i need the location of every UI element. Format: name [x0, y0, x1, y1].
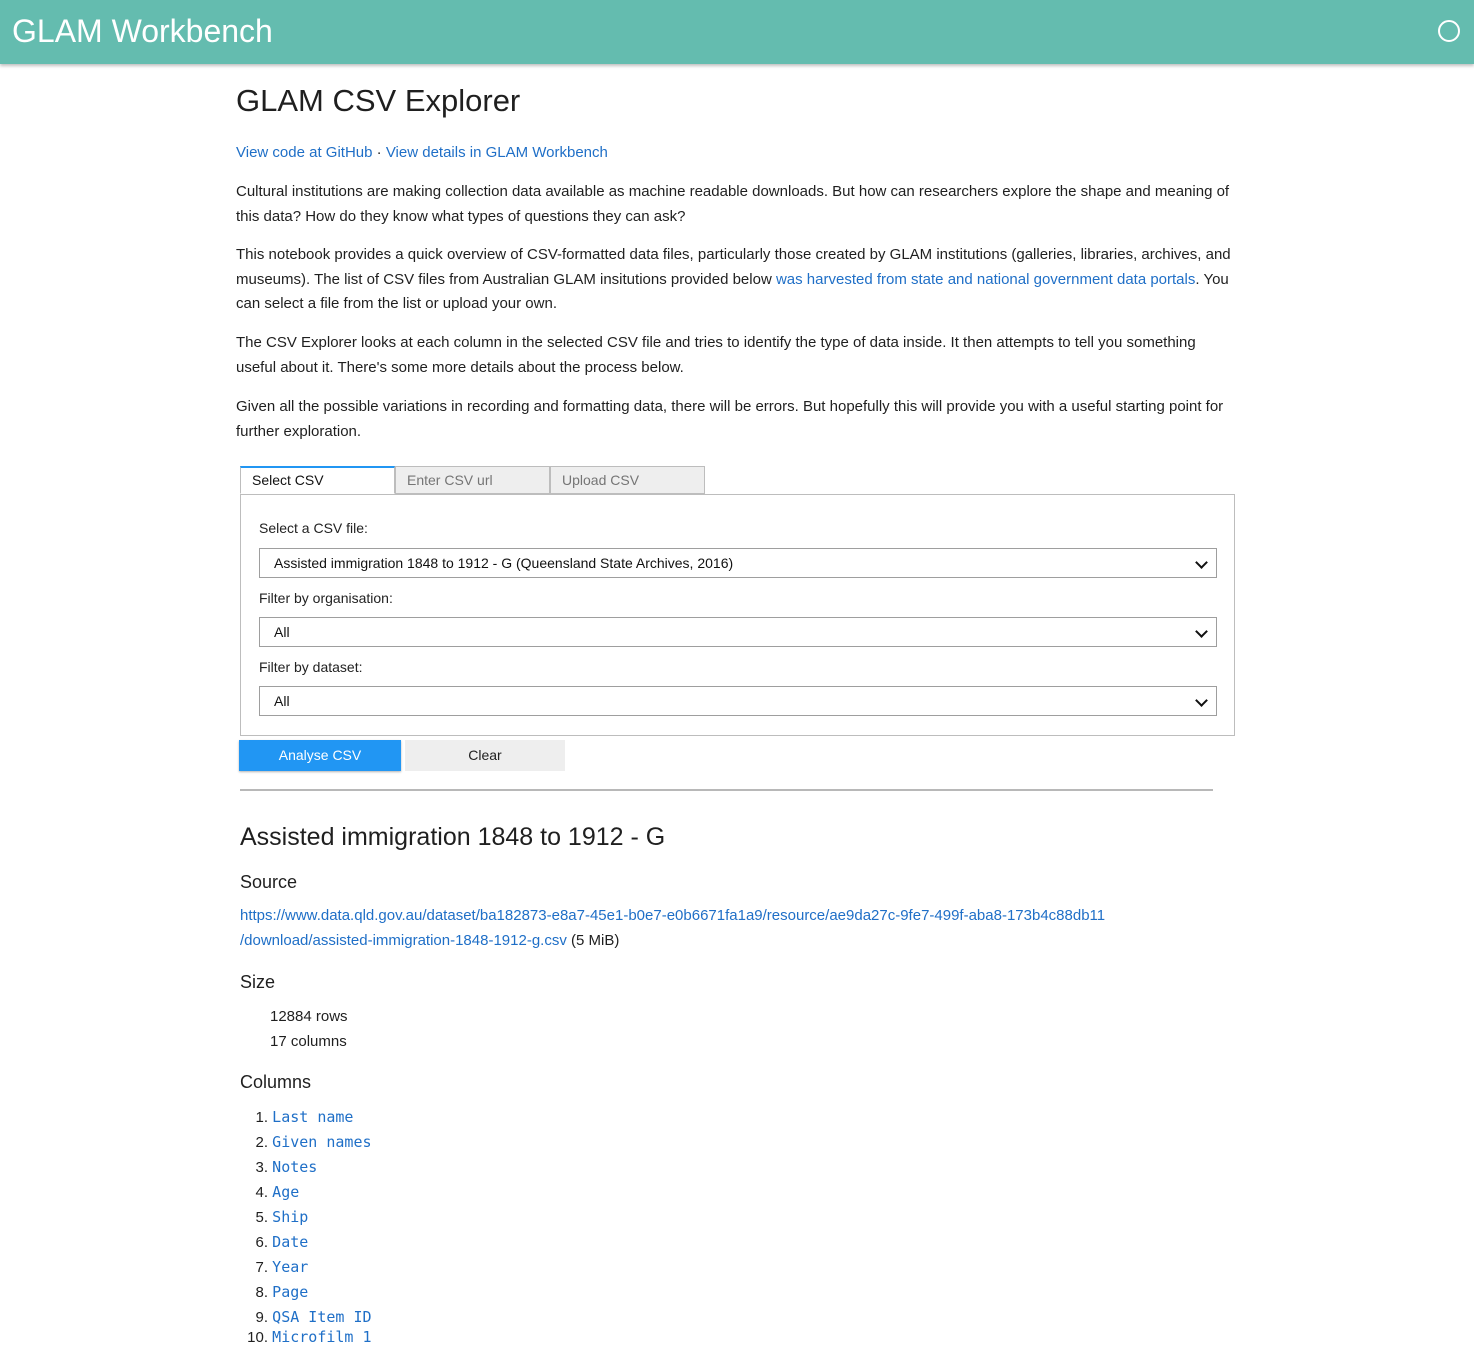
- clear-button[interactable]: Clear: [405, 740, 565, 771]
- column-link[interactable]: Given names: [272, 1133, 372, 1151]
- column-list-item: [240, 1130, 372, 1155]
- dataset-filter-value: All: [274, 693, 290, 709]
- brand-title[interactable]: GLAM Workbench: [12, 13, 273, 49]
- source-heading: Source: [240, 872, 298, 892]
- column-number: 6.: [255, 1234, 268, 1251]
- source-file-size: (5 MiB): [566, 931, 620, 949]
- page-title: GLAM CSV Explorer: [236, 83, 521, 118]
- column-link[interactable]: Notes: [272, 1158, 318, 1176]
- column-number: 2.: [255, 1134, 268, 1151]
- column-list-item: [240, 1325, 372, 1350]
- column-link[interactable]: Microfilm 1: [272, 1328, 372, 1346]
- column-link[interactable]: Date: [272, 1233, 309, 1251]
- column-number: 8.: [255, 1284, 268, 1301]
- column-number: 4.: [255, 1184, 268, 1201]
- column-list-item: [240, 1180, 299, 1205]
- source-url-link[interactable]: [240, 907, 1105, 949]
- column-number: 3.: [255, 1159, 268, 1176]
- column-link[interactable]: Age: [272, 1183, 300, 1201]
- column-link[interactable]: Ship: [272, 1208, 309, 1226]
- file-select-label: Select a CSV file:: [259, 520, 368, 536]
- csv-file-select-value: Assisted immigration 1848 to 1912 - G (Queensland State Archives, 2016): [274, 555, 734, 571]
- tab-upload-csv[interactable]: Upload CSV: [550, 466, 705, 494]
- org-filter-label: Filter by organisation:: [259, 590, 393, 606]
- column-list-item: [240, 1280, 308, 1305]
- org-filter-select[interactable]: [259, 617, 1217, 647]
- column-list-item: [240, 1155, 317, 1180]
- column-number: 9.: [255, 1309, 268, 1326]
- dataset-title: Assisted immigration 1848 to 1912 - G: [240, 823, 666, 851]
- columns-heading: Columns: [240, 1072, 312, 1092]
- column-list-item: [240, 1205, 308, 1230]
- workbench-link[interactable]: View details in GLAM Workbench: [385, 144, 608, 161]
- column-link[interactable]: Year: [272, 1258, 309, 1276]
- chevron-down-icon: [1195, 625, 1208, 638]
- column-number: 10.: [247, 1329, 268, 1346]
- column-count: 17 columns: [270, 1033, 347, 1050]
- intro-paragraph-4: Given all the possible variations in recording and formatting data, there will be errors. But hopefully this will provide you with a useful starting point for further exploration.: [236, 398, 1224, 440]
- tab-enter-csv-url[interactable]: Enter CSV url: [395, 466, 550, 494]
- dataset-filter-label: Filter by dataset:: [259, 659, 363, 675]
- column-link[interactable]: Last name: [272, 1108, 354, 1126]
- divider: [240, 789, 1213, 791]
- chevron-down-icon: [1195, 556, 1208, 569]
- column-list-item: [240, 1105, 353, 1130]
- source-block: [240, 904, 1200, 953]
- row-count: 12884 rows: [270, 1008, 348, 1025]
- size-heading: Size: [240, 972, 276, 992]
- column-list-item: [240, 1255, 308, 1280]
- header-links: [236, 141, 1236, 166]
- source-url-line-2: /download/assisted-immigration-1848-1912-g.csv: [240, 931, 567, 949]
- p2-text-b: . You can select a file from the list or upload your own.: [236, 270, 1229, 312]
- top-bar: [0, 0, 1474, 64]
- github-link[interactable]: View code at GitHub: [236, 144, 373, 161]
- column-list-item: [240, 1230, 308, 1255]
- column-number: 5.: [255, 1209, 268, 1226]
- intro-paragraph-3: The CSV Explorer looks at each column in the selected CSV file and tries to identify the type of data inside. It then attempts to tell you something useful about it. There's some more details about the process below.: [236, 334, 1196, 376]
- kernel-status-icon: [1438, 20, 1460, 42]
- column-link[interactable]: QSA Item ID: [272, 1308, 372, 1326]
- csv-file-select[interactable]: [259, 548, 1217, 578]
- link-separator: ·: [372, 144, 386, 161]
- chevron-down-icon: [1195, 694, 1208, 707]
- column-number: 1.: [255, 1109, 268, 1126]
- harvest-link[interactable]: was harvested from state and national government data portals: [775, 270, 1196, 288]
- column-number: 7.: [255, 1259, 268, 1276]
- org-filter-value: All: [274, 624, 290, 640]
- column-link[interactable]: Page: [272, 1283, 309, 1301]
- source-url-line-1: https://www.data.qld.gov.au/dataset/ba182873-e8a7-45e1-b0e7-e0b6671fa1a9/resource/ae9da27c-9fe7-499f-aba8-173b4c88db11: [240, 907, 1106, 924]
- intro-paragraph-1: Cultural institutions are making collection data available as machine readable downloads. But how can researchers explore the shape and meaning of this data? How do they know what types of questions they can ask?: [236, 183, 1230, 225]
- tab-select-csv[interactable]: Select CSV: [240, 466, 395, 494]
- analyse-csv-button[interactable]: Analyse CSV: [239, 740, 401, 771]
- dataset-filter-select[interactable]: [259, 686, 1217, 716]
- intro-paragraph-2: [236, 243, 1236, 317]
- p2-text-a: This notebook provides a quick overview of CSV-formatted data files, particularly those created by GLAM institutions (galleries, libraries, archives, and museums). The list of CSV files from Australian GLAM insitutions provided below: [236, 246, 1231, 288]
